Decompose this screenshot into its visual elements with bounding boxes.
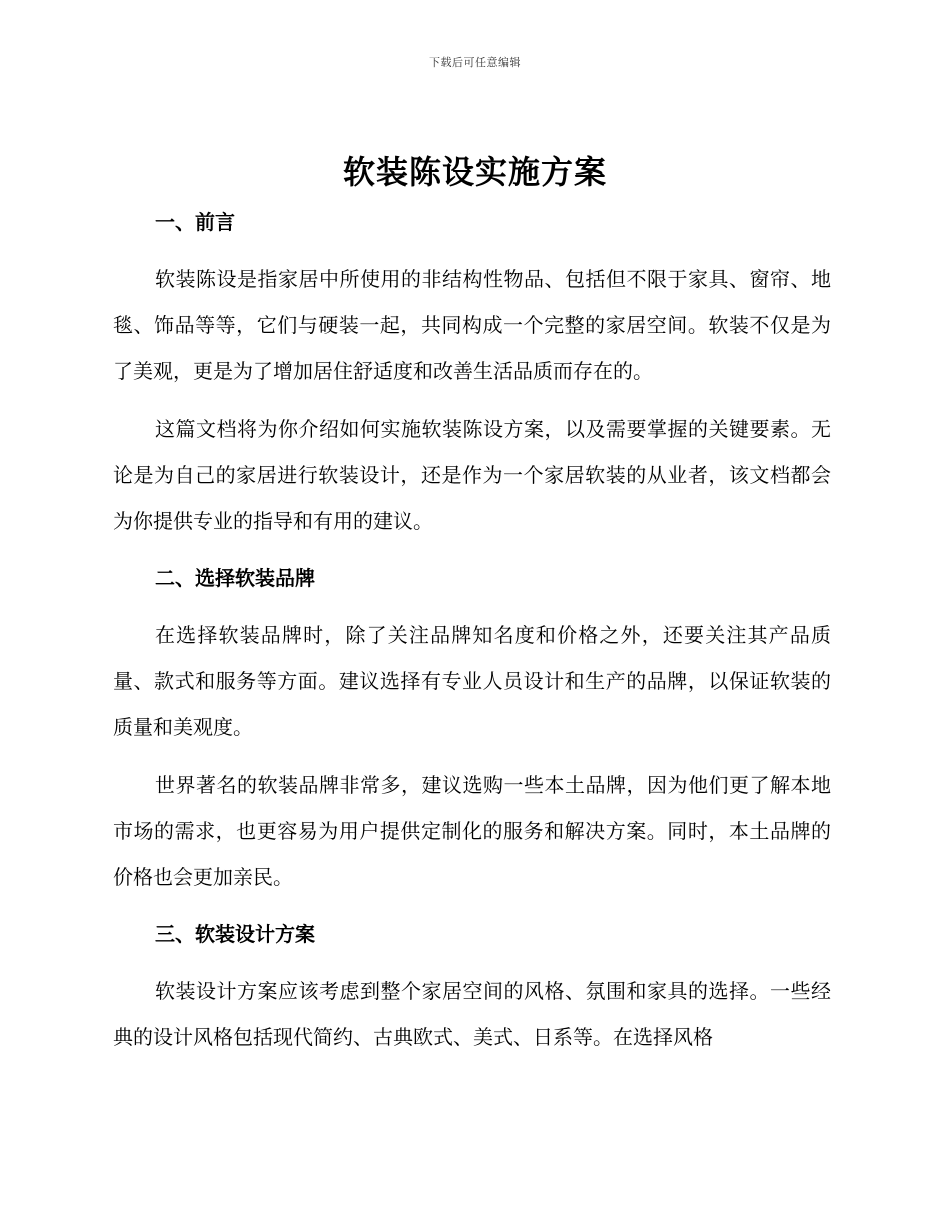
section-heading: 一、前言 — [155, 210, 235, 234]
document-body — [113, 200, 831, 1060]
paragraph: 世界著名的软装品牌非常多，建议选购一些本土品牌，因为他们更了解本地市场的需求，也更容易为用户提供定制化的服务和解决方案。同时，本土品牌的价格也会更加亲民。 — [113, 773, 831, 889]
header-note: 下载后可任意编辑 — [429, 56, 521, 69]
paragraph: 这篇文档将为你介绍如何实施软装陈设方案，以及需要掌握的关键要素。无论是为自己的家居进行软装设计，还是作为一个家居软装的从业者，该文档都会为你提供专业的指导和有用的建议。 — [113, 417, 831, 533]
section-heading: 三、软装设计方案 — [155, 922, 315, 946]
section-heading: 二、选择软装品牌 — [155, 566, 315, 590]
section-preface — [113, 200, 831, 544]
section-brand-selection — [113, 556, 831, 900]
paragraph: 软装设计方案应该考虑到整个家居空间的风格、氛围和家具的选择。一些经典的设计风格包括现代简约、古典欧式、美式、日系等。在选择风格 — [113, 979, 831, 1049]
paragraph: 在选择软装品牌时，除了关注品牌知名度和价格之外，还要关注其产品质量、款式和服务等方面。建议选择有专业人员设计和生产的品牌，以保证软装的质量和美观度。 — [113, 623, 831, 739]
document-title: 软装陈设实施方案 — [342, 153, 607, 191]
section-design-plan — [113, 912, 831, 1060]
paragraph: 软装陈设是指家居中所使用的非结构性物品、包括但不限于家具、窗帘、地毯、饰品等等，它们与硬装一起，共同构成一个完整的家居空间。软装不仅是为了美观，更是为了增加居住舒适度和改善生活品质而存在的。 — [113, 267, 831, 383]
